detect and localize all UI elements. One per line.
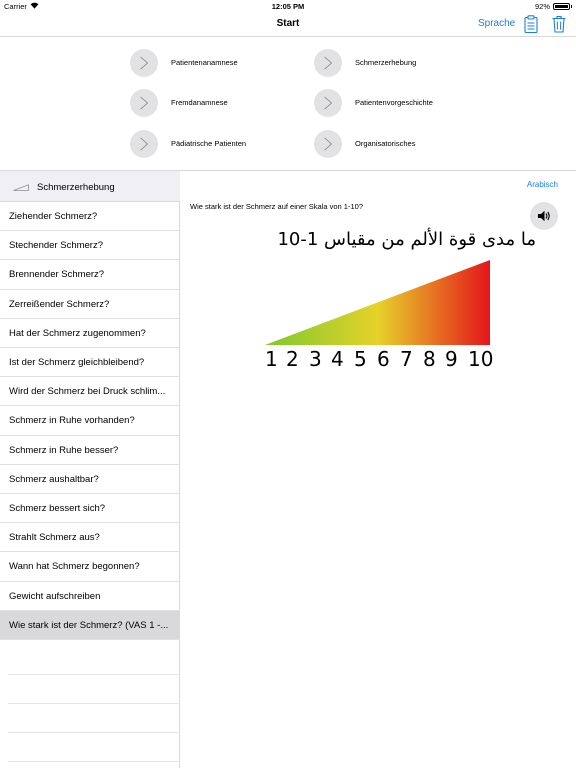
category-label: Organisatorisches — [355, 139, 416, 148]
sprache-button[interactable]: Sprache — [478, 18, 516, 29]
scale-number: 3 — [309, 347, 322, 371]
list-item[interactable] — [0, 231, 180, 260]
chevron-right-icon — [130, 130, 158, 158]
empty-row-separator — [8, 703, 180, 704]
chevron-right-icon — [130, 49, 158, 77]
status-bar — [0, 0, 576, 12]
category-grid — [0, 38, 576, 171]
navigation-bar — [0, 12, 576, 37]
list-item[interactable] — [0, 377, 180, 406]
scale-number: 8 — [423, 347, 436, 371]
scale-number: 1 — [265, 347, 278, 371]
list-item-label: Ziehender Schmerz? — [9, 211, 98, 222]
chevron-right-icon — [314, 49, 342, 77]
nav-title: Start — [276, 18, 300, 29]
list-item-label: Schmerz in Ruhe besser? — [9, 444, 119, 456]
speaker-icon — [537, 209, 551, 223]
list-item-label: Wann hat Schmerz begonnen? — [9, 561, 140, 573]
list-item-label: Wie stark ist der Schmerz? (VAS 1 -... — [9, 619, 169, 631]
list-item[interactable] — [0, 582, 180, 611]
empty-row-separator — [8, 674, 180, 675]
list-item[interactable] — [0, 406, 180, 435]
list-item-label: Strahlt Schmerz aus? — [9, 532, 100, 544]
category-label: Schmerzerhebung — [355, 58, 417, 67]
battery-icon — [553, 3, 570, 10]
category-label: Patientenanamnese — [171, 58, 238, 67]
scale-number: 10 — [468, 347, 494, 371]
carrier-label: Carrier — [4, 2, 27, 11]
list-item[interactable] — [0, 436, 180, 465]
list-item-label: Wird der Schmerz bei Druck schlim... — [9, 386, 166, 398]
chevron-right-icon — [314, 130, 342, 158]
question-list — [0, 171, 180, 768]
pain-scale-ramp — [265, 260, 490, 345]
question-arabic: ما مدى قوة الألم من مقياس 1-10 — [277, 229, 536, 250]
list-header — [0, 171, 180, 202]
list-item-label: Brennender Schmerz? — [9, 269, 105, 281]
list-item[interactable] — [0, 319, 180, 348]
list-item[interactable] — [0, 348, 180, 377]
chevron-right-icon — [130, 89, 158, 117]
speaker-button[interactable] — [530, 202, 558, 230]
list-item[interactable] — [0, 465, 180, 494]
empty-row-separator — [8, 761, 180, 762]
scale-number: 2 — [286, 347, 299, 371]
list-item-label: Gewicht aufschreiben — [9, 590, 101, 602]
question-german: Wie stark ist der Schmerz auf einer Skala von 1-10? — [190, 202, 363, 211]
list-item[interactable] — [0, 611, 180, 640]
category-label: Fremdanamnese — [171, 98, 228, 107]
list-item-label: Hat der Schmerz zugenommen? — [9, 327, 146, 339]
ramp-icon — [13, 184, 29, 191]
detail-panel — [181, 171, 576, 768]
clipboard-icon[interactable] — [523, 15, 539, 33]
empty-row-separator — [8, 732, 180, 733]
arabisch-button[interactable]: Arabisch — [526, 180, 558, 189]
status-time: 12:05 PM — [271, 1, 305, 11]
scale-number: 9 — [445, 347, 458, 371]
scale-number: 4 — [331, 347, 344, 371]
chevron-right-icon — [314, 89, 342, 117]
category-label: Pädiatrische Patienten — [171, 139, 247, 148]
list-item[interactable] — [0, 260, 180, 289]
list-item-label: Zerreißender Schmerz? — [9, 298, 110, 310]
list-item-label: Schmerz bessert sich? — [9, 503, 106, 514]
trash-icon[interactable] — [551, 15, 567, 33]
list-item[interactable] — [0, 290, 180, 319]
list-item-label: Stechender Schmerz? — [9, 240, 103, 252]
list-item-label: Schmerz in Ruhe vorhanden? — [9, 415, 135, 427]
category-label: Patientenvorgeschichte — [355, 98, 433, 107]
scale-number: 5 — [354, 347, 367, 371]
list-item[interactable] — [0, 552, 180, 581]
list-item[interactable] — [0, 494, 180, 523]
list-header-title: Schmerzerhebung — [37, 182, 115, 193]
list-item[interactable] — [0, 523, 180, 552]
scale-number: 6 — [377, 347, 390, 371]
list-item[interactable] — [0, 202, 180, 231]
list-item-label: Schmerz aushaltbar? — [9, 473, 99, 485]
scale-number: 7 — [400, 347, 413, 371]
battery-percent: 92% — [534, 2, 550, 11]
list-item-label: Ist der Schmerz gleichbleibend? — [9, 357, 145, 368]
